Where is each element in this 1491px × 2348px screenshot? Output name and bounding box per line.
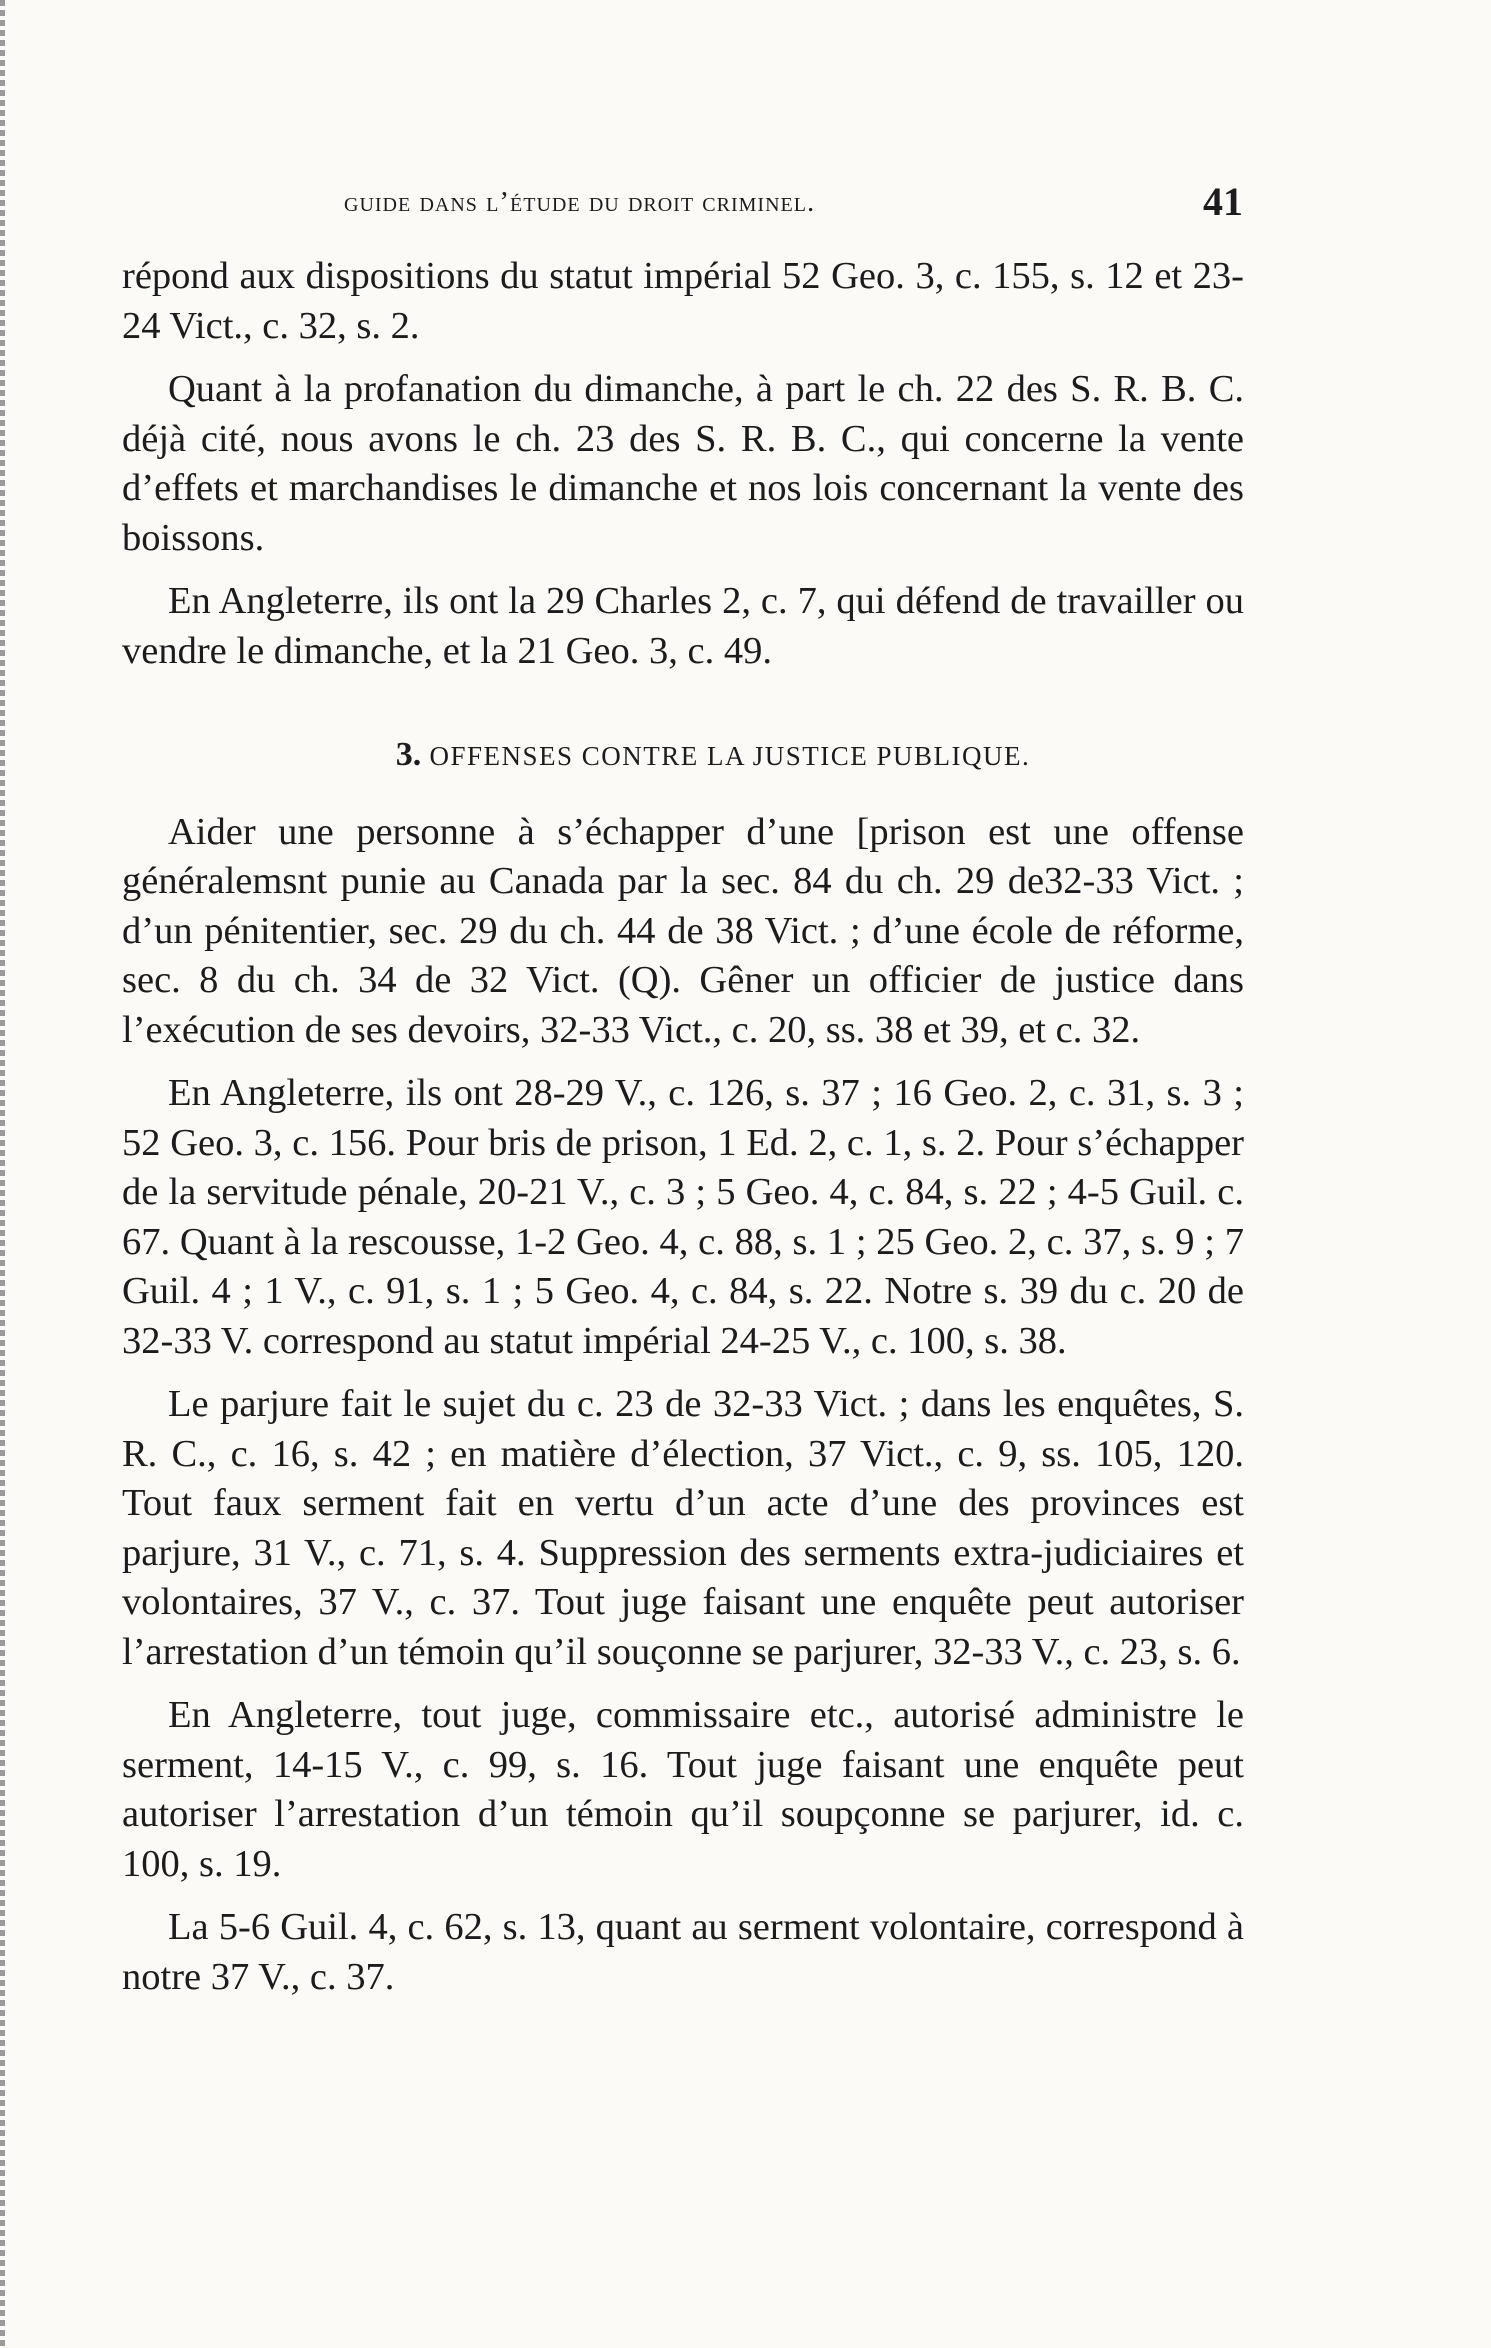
paragraph-angleterre-serment: En Angleterre, tout juge, commissaire etc., autorisé administre le serment, 14-15 V., c. 99, s. 16. Tout juge faisant une enquête peut autoriser l’arrestation d’un témoin qu’il soupçonne se parjurer, id. c. 100, s. 19. [122,1694,1244,1885]
paragraph-continuation: répond aux dispositions du statut impérial 52 Geo. 3, c. 155, s. 12 et 23-24 Vict., c. 32, s. 2. [122,255,1244,347]
page-edge [0,0,5,2348]
paragraph-evasion: Aider une personne à s’échapper d’une [prison est une offense généralemsnt punie au Canada par la sec. 84 du ch. 29 de32-33 Vict. ; d’un pénitentier, sec. 29 du ch. 44 de 38 Vict. ; d’une école de réforme, sec. 8 du ch. 34 de 32 Vict. (Q). Gêner un officier de justice dans l’exécution de ses devoirs, 32-33 Vict., c. 20, ss. 38 et 39, et c. 32. [122,810,1244,1051]
paragraph-angleterre-prison: En Angleterre, ils ont 28-29 V., c. 126, s. 37 ; 16 Geo. 2, c. 31, s. 3 ; 52 Geo. 3, c. 156. Pour bris de prison, 1 Ed. 2, c. 1, s. 2. Pour s’échapper de la servitude pénale, 20-21 V., c. 3 ; 5 Geo. 4, c. 84, s. 22 ; 4-5 Guil. c. 67. Quant à la rescousse, 1-2 Geo. 4, c. 88, s. 1 ; 25 Geo. 2, c. 37, s. 9 ; 7 Guil. 4 ; 1 V., c. 91, s. 1 ; 5 Geo. 4, c. 84, s. 22. Notre s. 39 du c. 20 de 32-33 V. correspond au statut impérial 24-25 V., c. 100, s. 38. [122,1072,1244,1362]
body-text [122,252,1244,2016]
section-heading [122,730,1244,782]
paragraph-serment-volontaire: La 5-6 Guil. 4, c. 62, s. 13, quant au serment volontaire, correspond à notre 37 V., c. 37. [122,1906,1244,1998]
page-number: 41 [1203,179,1243,224]
section-number: 3. [395,736,422,773]
section-title: OFFENSES CONTRE LA JUSTICE PUBLIQUE. [429,741,1031,771]
paragraph-profanation: Quant à la profanation du dimanche, à part le ch. 22 des S. R. B. C. déjà cité, nous avons le ch. 23 des S. R. B. C., qui concerne la vente d’effets et marchandises le dimanche et nos lois concernant la vente des boissons. [122,368,1244,559]
running-head: guide dans l’étude du droit criminel. [344,186,816,218]
paragraph-parjure: Le parjure fait le sujet du c. 23 de 32-33 Vict. ; dans les enquêtes, S. R. C., c. 16, s. 42 ; en matière d’élection, 37 Vict., c. 9, ss. 105, 120. Tout faux serment fait en vertu d’un acte d’une des provinces est parjure, 31 V., c. 71, s. 4. Suppression des serments extra-judiciaires et volontaires, 37 V., c. 37. Tout juge faisant une enquête peut autoriser l’arrestation d’un témoin qu’il souçonne se parjurer, 32-33 V., c. 23, s. 6. [122,1383,1244,1673]
paragraph-angleterre-dimanche: En Angleterre, ils ont la 29 Charles 2, c. 7, qui défend de travailler ou vendre le dimanche, et la 21 Geo. 3, c. 49. [122,580,1244,672]
